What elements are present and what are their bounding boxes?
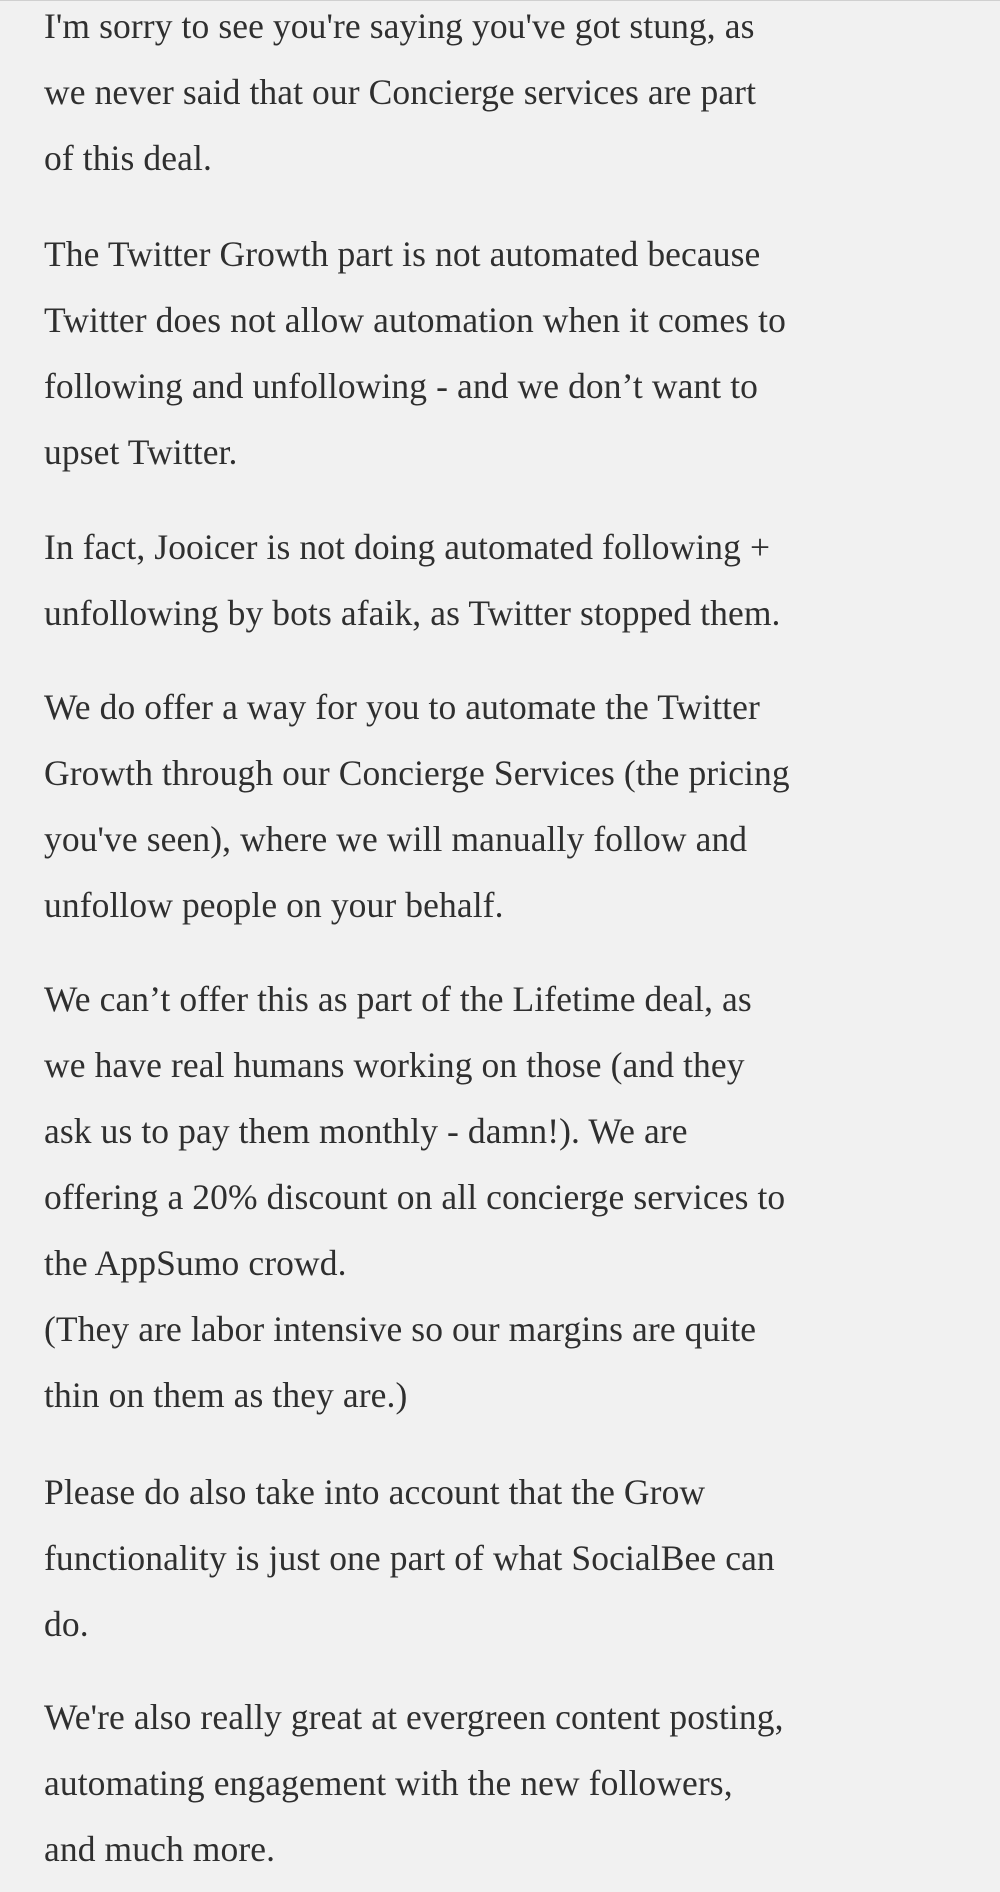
text-line: We can’t offer this as part of the Lifetime deal, as (44, 979, 752, 1019)
text-line: you've seen), where we will manually follow and (44, 819, 748, 859)
text-line: Growth through our Concierge Services (the pricing (44, 753, 790, 793)
text-line: thin on them as they are.) (44, 1375, 408, 1415)
text-line: functionality is just one part of what SocialBee can (44, 1538, 775, 1578)
text-line: and much more. (44, 1829, 276, 1869)
text-line: (They are labor intensive so our margins are quite (44, 1309, 757, 1349)
text-line: of this deal. (44, 138, 212, 178)
text-line: we never said that our Concierge services are part (44, 72, 757, 112)
text-line: do. (44, 1604, 89, 1644)
paragraph-lifetime-deal (44, 966, 964, 1428)
text-line: In fact, Jooicer is not doing automated following + (44, 527, 771, 567)
paragraph-concierge-offer (44, 674, 964, 938)
text-line: we have real humans working on those (and they (44, 1045, 745, 1085)
text-line: upset Twitter. (44, 432, 238, 472)
text-line: Twitter does not allow automation when it comes to (44, 300, 786, 340)
paragraph-jooicer (44, 514, 964, 646)
text-line: Please do also take into account that the Grow (44, 1472, 706, 1512)
text-line: The Twitter Growth part is not automated because (44, 234, 761, 274)
text-line: We do offer a way for you to automate the Twitter (44, 687, 760, 727)
text-line: We're also really great at evergreen content posting, (44, 1697, 784, 1737)
paragraph-grow-functionality (44, 1459, 964, 1657)
text-line: automating engagement with the new followers, (44, 1763, 733, 1803)
text-line: following and unfollowing - and we don’t want to (44, 366, 759, 406)
paragraph-twitter-growth (44, 221, 964, 485)
text-line: unfollow people on your behalf. (44, 885, 504, 925)
text-line: I'm sorry to see you're saying you've got stung, as (44, 6, 755, 46)
text-line: unfollowing by bots afaik, as Twitter stopped them. (44, 593, 781, 633)
text-line: offering a 20% discount on all concierge services to (44, 1177, 786, 1217)
text-line: the AppSumo crowd. (44, 1243, 347, 1283)
paragraph-evergreen (44, 1684, 964, 1882)
text-line: ask us to pay them monthly - damn!). We are (44, 1111, 688, 1151)
paragraph-apology (44, 0, 964, 191)
